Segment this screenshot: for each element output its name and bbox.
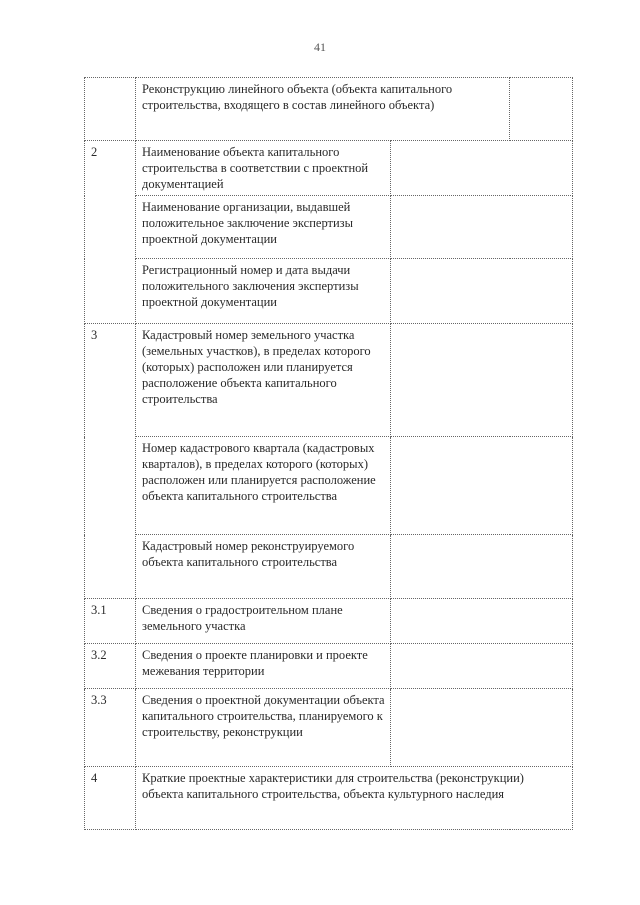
row-number: 3 (85, 324, 136, 599)
row-number: 3.3 (85, 689, 136, 767)
row-value (391, 689, 573, 767)
row-value (391, 599, 573, 644)
table-row (85, 78, 573, 141)
row-description: Сведения о градостроительном плане земельного участка (136, 599, 391, 644)
row-number (85, 78, 136, 141)
table-row (85, 599, 573, 644)
form-table (84, 77, 573, 830)
row-value (391, 535, 573, 599)
row-description: Реконструкцию линейного объекта (объекта капитального строительства, входящего в состав линейного объекта) (136, 78, 510, 141)
table-row (85, 437, 573, 535)
table-row (85, 259, 573, 324)
row-number: 3.1 (85, 599, 136, 644)
row-value (391, 196, 573, 259)
row-description: Сведения о проекте планировки и проекте межевания территории (136, 644, 391, 689)
row-number: 4 (85, 767, 136, 830)
row-description: Краткие проектные характеристики для строительства (реконструкции) объекта капитального строительства, объекта культурного наследия (136, 767, 573, 830)
row-value (391, 259, 573, 324)
row-number: 3.2 (85, 644, 136, 689)
row-description: Кадастровый номер реконструируемого объекта капитального строительства (136, 535, 391, 599)
table-row (85, 535, 573, 599)
row-number: 2 (85, 141, 136, 324)
table-row (85, 324, 573, 437)
row-value (391, 141, 573, 196)
row-description: Сведения о проектной документации объекта капитального строительства, планируемого к строительству, реконструкции (136, 689, 391, 767)
page-number: 41 (314, 40, 326, 54)
table-row (85, 644, 573, 689)
row-description: Наименование организации, выдавшей положительное заключение экспертизы проектной документации (136, 196, 391, 259)
row-description: Номер кадастрового квартала (кадастровых кварталов), в пределах которого (которых) расположен или планируется расположение объекта капитального строительства (136, 437, 391, 535)
row-description: Кадастровый номер земельного участка (земельных участков), в пределах которого (которых) расположен или планируется расположение объекта капитального строительства (136, 324, 391, 437)
row-value (510, 78, 573, 141)
row-description: Наименование объекта капитального строительства в соответствии с проектной документацией (136, 141, 391, 196)
row-description: Регистрационный номер и дата выдачи положительного заключения экспертизы проектной документации (136, 259, 391, 324)
row-value (391, 644, 573, 689)
table-row (85, 196, 573, 259)
row-value (391, 437, 573, 535)
table-row (85, 767, 573, 830)
table-row (85, 689, 573, 767)
row-value (391, 324, 573, 437)
table-row (85, 141, 573, 196)
